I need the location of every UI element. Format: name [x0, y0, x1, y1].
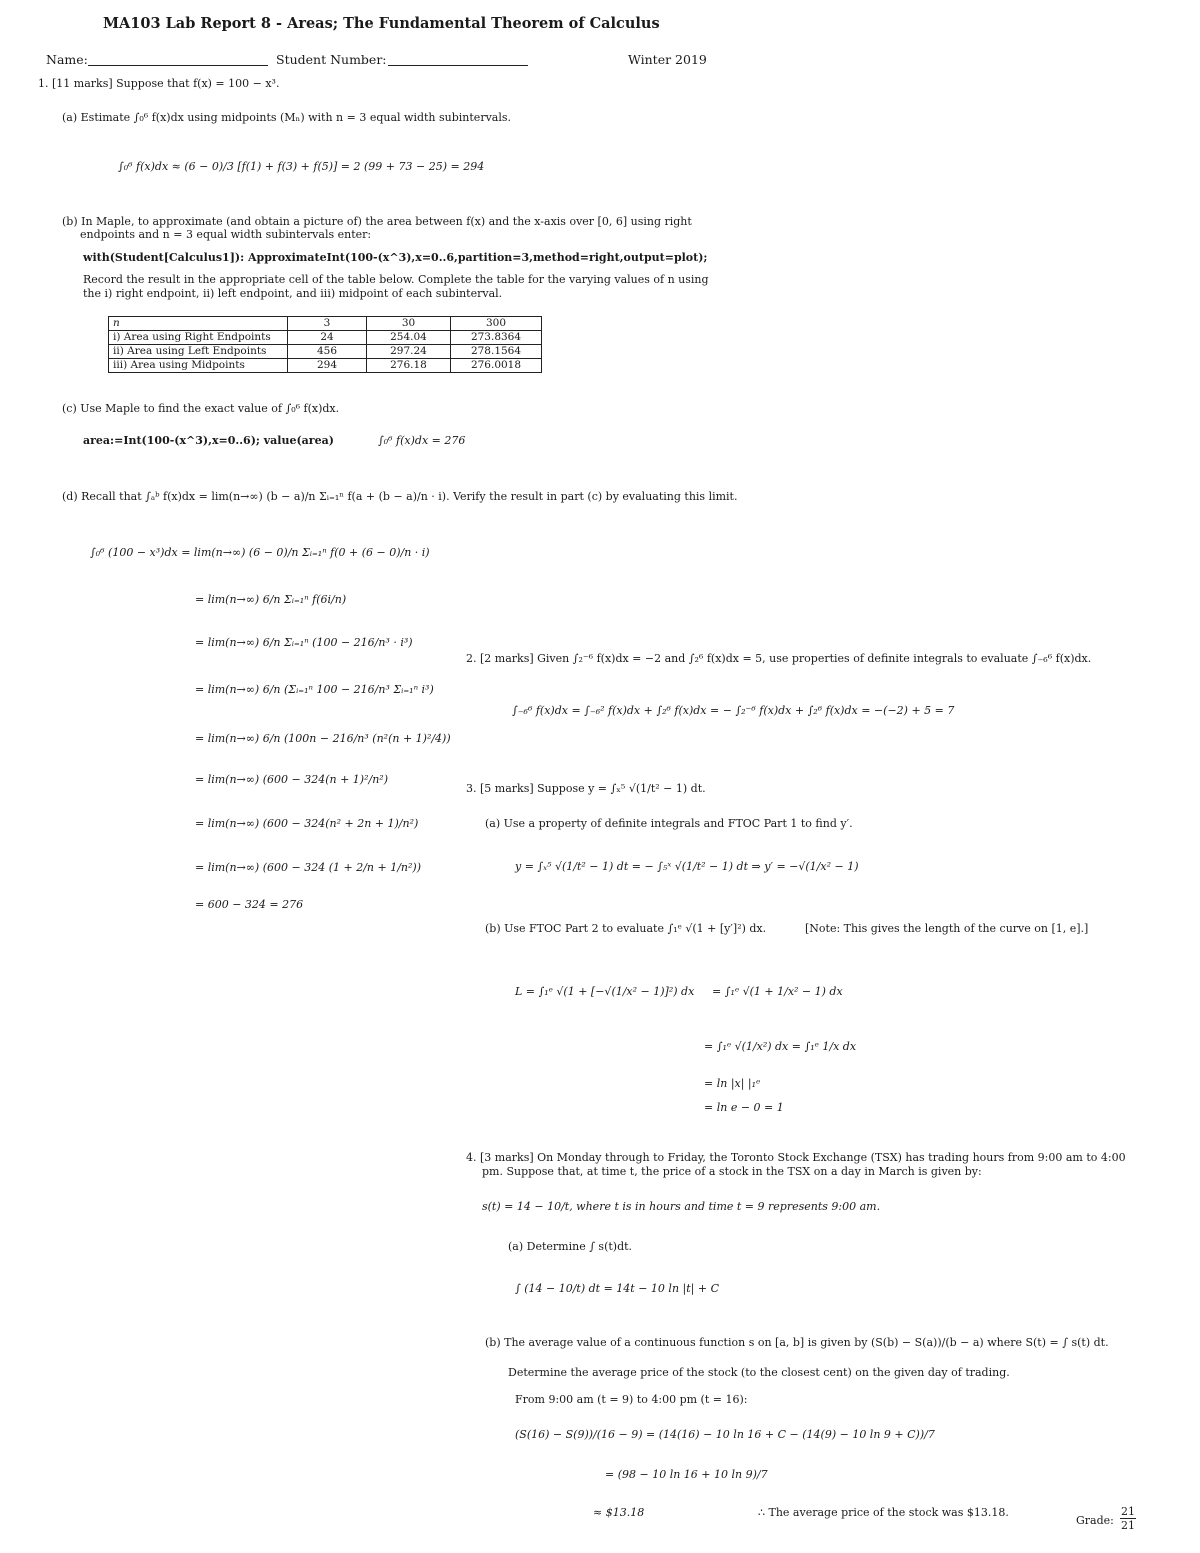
term-label: Winter 2019	[628, 52, 707, 67]
q1b-record-line2: the i) right endpoint, ii) left endpoint, and iii) midpoint of each subinterval.	[83, 287, 503, 300]
table-header-cell: 300	[451, 317, 542, 331]
q1d-step: = lim(n→∞) 6/n Σᵢ₌₁ⁿ f(6i/n)	[195, 593, 347, 606]
q1b-maple-code: with(Student[Calculus1]): ApproximateInt(100-(x^3),x=0..6,partition=3,method=right,output=plot);	[83, 251, 708, 264]
q3a-prompt: (a) Use a property of definite integrals and FTOC Part 1 to find y′.	[485, 817, 853, 830]
q3b-line2: = ∫₁ᵉ √(1/x²) dx = ∫₁ᵉ 1/x dx	[704, 1040, 857, 1053]
q1d-step: = lim(n→∞) (600 − 324 (1 + 2/n + 1/n²))	[195, 861, 421, 874]
q1a-prompt: (a) Estimate ∫₀⁶ f(x)dx using midpoints (Mₙ) with n = 3 equal width subintervals.	[62, 111, 512, 124]
q4-prompt-line1: 4. [3 marks] On Monday through to Friday, the Toronto Stock Exchange (TSX) has trading hours from 9:00 am to 4:00	[466, 1151, 1126, 1164]
table-cell: 297.24	[367, 345, 451, 359]
name-label: Name:	[46, 52, 88, 67]
grade-fraction	[1120, 1505, 1136, 1532]
table-cell: i) Area using Right Endpoints	[109, 331, 288, 345]
table-row	[109, 359, 542, 373]
q1a-answer: ∫₀⁶ f(x)dx ≈ (6 − 0)/3 [f(1) + f(3) + f(5)] = 2 (99 + 73 − 25) = 294	[118, 160, 485, 173]
q1c-answer: ∫₀⁶ f(x)dx = 276	[378, 434, 466, 447]
table-header-cell: n	[109, 317, 288, 331]
table-cell: 278.1564	[451, 345, 542, 359]
q1d-step: ∫₀⁶ (100 − x³)dx = lim(n→∞) (6 − 0)/n Σᵢ₌₁ⁿ f(0 + (6 − 0)/n · i)	[90, 546, 430, 559]
name-blank	[88, 65, 268, 66]
q4b-prompt: (b) The average value of a continuous function s on [a, b] is given by (S(b) − S(a))/(b − a) where S(t) = ∫ s(t) dt.	[485, 1336, 1109, 1349]
q4b-step1: (S(16) − S(9))/(16 − 9) = (14(16) − 10 ln 16 + C − (14(9) − 10 ln 9 + C))/7	[515, 1428, 935, 1441]
q1b-prompt-line2: endpoints and n = 3 equal width subintervals enter:	[80, 228, 372, 241]
q3b-line1-rhs: = ∫₁ᵉ √(1 + 1/x² − 1) dx	[712, 985, 843, 998]
q1d-step: = lim(n→∞) (600 − 324(n² + 2n + 1)/n²)	[195, 817, 419, 830]
q3b-line1-lhs: L = ∫₁ᵉ √(1 + [−√(1/x² − 1)]²) dx	[515, 985, 695, 998]
table-cell: ii) Area using Left Endpoints	[109, 345, 288, 359]
q4a-prompt: (a) Determine ∫ s(t)dt.	[508, 1240, 633, 1253]
table-row	[109, 331, 542, 345]
table-header-cell: 3	[288, 317, 367, 331]
q4-prompt-line2: pm. Suppose that, at time t, the price of a stock in the TSX on a day in March is given by:	[482, 1165, 982, 1178]
q1c-maple-code: area:=Int(100-(x^3),x=0..6); value(area)	[83, 434, 334, 447]
grade-numerator: 21	[1121, 1505, 1135, 1518]
q1d-step: = lim(n→∞) (600 − 324(n + 1)²/n²)	[195, 773, 388, 786]
table-row	[109, 345, 542, 359]
q4-formula: s(t) = 14 − 10/t, where t is in hours and time t = 9 represents 9:00 am.	[482, 1200, 881, 1213]
student-number-label: Student Number:	[276, 52, 387, 67]
table-cell: 276.18	[367, 359, 451, 373]
table-cell: 273.8364	[451, 331, 542, 345]
table-header-cell: 30	[367, 317, 451, 331]
q3b-prompt: (b) Use FTOC Part 2 to evaluate ∫₁ᵉ √(1 + [y′]²) dx.	[485, 922, 767, 935]
q4a-answer: ∫ (14 − 10/t) dt = 14t − 10 ln |t| + C	[515, 1282, 719, 1295]
q4b-conclusion: ∴ The average price of the stock was $13.18.	[758, 1506, 1009, 1519]
q1-intro: 1. [11 marks] Suppose that f(x) = 100 − x³.	[38, 77, 280, 90]
table-header-row	[109, 317, 542, 331]
student-number-blank	[388, 65, 528, 66]
q1b-prompt-line1: (b) In Maple, to approximate (and obtain a picture of) the area between f(x) and the x-axis over [0, 6] using right	[62, 215, 692, 228]
q2-prompt: 2. [2 marks] Given ∫₂⁻⁶ f(x)dx = −2 and ∫₂⁶ f(x)dx = 5, use properties of definite integrals to evaluate ∫₋₆⁶ f(x)dx.	[466, 652, 1092, 665]
q1c-prompt: (c) Use Maple to find the exact value of ∫₀⁶ f(x)dx.	[62, 402, 340, 415]
q1d-step: = 600 − 324 = 276	[195, 898, 304, 911]
q3b-note: [Note: This gives the length of the curve on [1, e].]	[805, 922, 1089, 935]
q4b-determine: Determine the average price of the stock (to the closest cent) on the given day of trading.	[508, 1366, 1010, 1379]
q4b-step2: = (98 − 10 ln 16 + 10 ln 9)/7	[605, 1468, 768, 1481]
q2-answer: ∫₋₆⁶ f(x)dx = ∫₋₆² f(x)dx + ∫₂⁶ f(x)dx = − ∫₂⁻⁶ f(x)dx + ∫₂⁶ f(x)dx = −(−2) + 5 = 7	[512, 704, 955, 717]
q3a-answer: y = ∫ₓ⁵ √(1/t² − 1) dt = − ∫₅ˣ √(1/t² − 1) dt ⇒ y′ = −√(1/x² − 1)	[515, 860, 859, 873]
q1d-step: = lim(n→∞) 6/n (Σᵢ₌₁ⁿ 100 − 216/n³ Σᵢ₌₁ⁿ i³)	[195, 683, 434, 696]
table-cell: 254.04	[367, 331, 451, 345]
table-cell: iii) Area using Midpoints	[109, 359, 288, 373]
table-cell: 294	[288, 359, 367, 373]
q3b-line4: = ln e − 0 = 1	[704, 1101, 784, 1114]
q4b-from: From 9:00 am (t = 9) to 4:00 pm (t = 16):	[515, 1393, 748, 1406]
table-cell: 24	[288, 331, 367, 345]
table-cell: 276.0018	[451, 359, 542, 373]
q1d-prompt: (d) Recall that ∫ₐᵇ f(x)dx = lim(n→∞) (b − a)/n Σᵢ₌₁ⁿ f(a + (b − a)/n · i). Verify the result in part (c) by evaluating this limit.	[62, 490, 738, 503]
q3b-line3: = ln |x| |₁ᵉ	[704, 1077, 761, 1090]
q4b-step3: ≈ $13.18	[593, 1506, 645, 1519]
grade-label: Grade:	[1076, 1514, 1114, 1527]
q1b-record-line1: Record the result in the appropriate cell of the table below. Complete the table for the varying values of n using	[83, 273, 709, 286]
results-table	[108, 316, 542, 373]
q3-prompt: 3. [5 marks] Suppose y = ∫ₓ⁵ √(1/t² − 1) dt.	[466, 782, 706, 795]
grade-denominator: 21	[1121, 1519, 1135, 1532]
document-title: MA103 Lab Report 8 - Areas; The Fundamental Theorem of Calculus	[103, 15, 660, 32]
q1d-step: = lim(n→∞) 6/n Σᵢ₌₁ⁿ (100 − 216/n³ · i³)	[195, 636, 413, 649]
table-cell: 456	[288, 345, 367, 359]
q1d-step: = lim(n→∞) 6/n (100n − 216/n³ (n²(n + 1)²/4))	[195, 732, 451, 745]
